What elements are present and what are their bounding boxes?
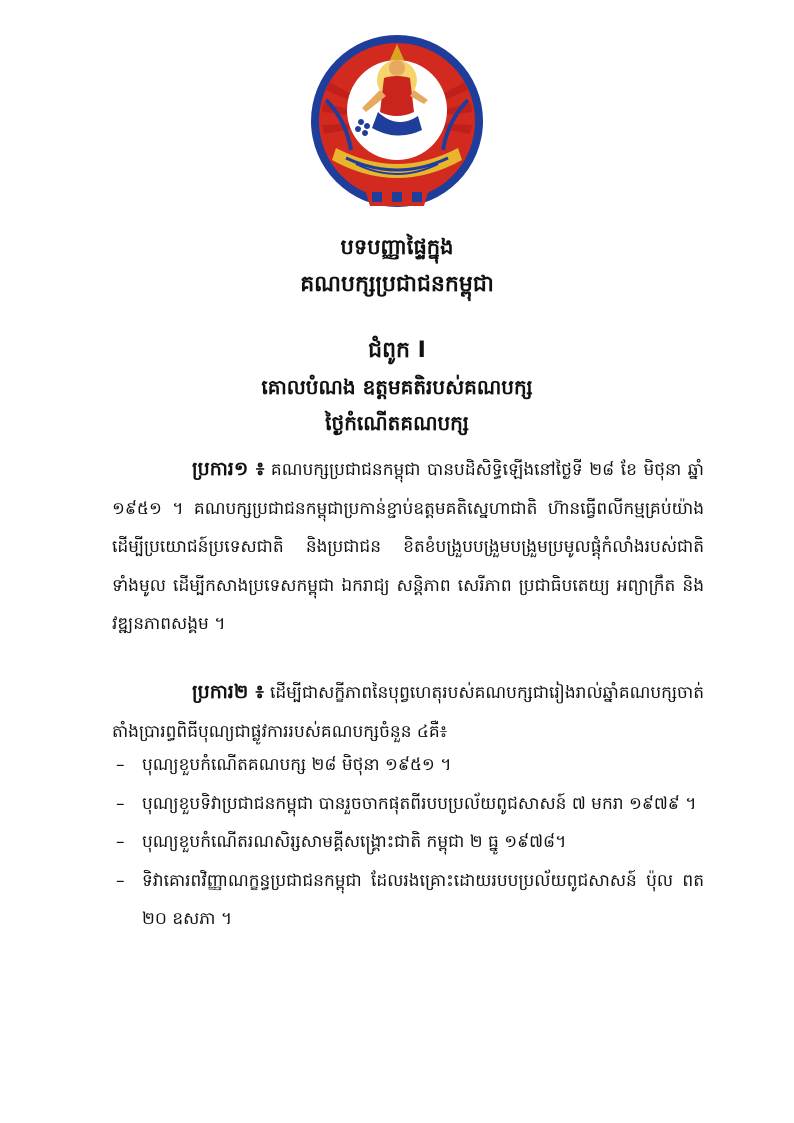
- list-item: [112, 746, 704, 785]
- document-title-line1: បទបញ្ញាផ្ទៃក្នុង: [340, 235, 454, 259]
- chapter-heading: ជំពូក I: [368, 338, 426, 363]
- cpp-emblem-icon: [306, 30, 488, 212]
- list-item-text: បុណ្យខួបកំណើតគណបក្ស ២៨ មិថុនា ១៩៥១ ។: [142, 755, 452, 775]
- document-title-line2: គណបក្សប្រជាជនកម្ពុជា: [300, 272, 494, 297]
- list-item-text: បុណ្យខួបទិវាប្រជាជនកម្ពុជា បានរួចចាកផុតពីរបបប្រល័យពូជសាសន៍ ៧ មករា ១៩៧៩ ។: [142, 793, 697, 814]
- chapter-title-line1: គោលបំណង ឧត្ដមគតិរបស់គណបក្ស: [261, 375, 533, 399]
- article-2-text: ដើម្បីជាសក្ខីភាពនៃបុព្វហេតុរបស់គណបក្សជារៀងរាល់ឆ្នាំគណបក្សចាត់តាំងប្រារព្ធពិធីបុណ្យជាផ្លូវការរបស់គណបក្សចំនួន ៤គឺ៖: [112, 683, 704, 742]
- ceremony-list: [112, 746, 704, 939]
- article-2: [112, 673, 704, 751]
- list-item-text: ទិវាគោរពវិញ្ញាណក្ខន្ធប្រជាជនកម្ពុជា ដែលរងគ្រោះដោយរបបប្រល័យពូជសាសន៍ ប៉ុល ពត ២០ ឧសភា ។: [142, 870, 704, 929]
- list-dash: –: [116, 793, 125, 814]
- party-emblem: [306, 30, 488, 212]
- list-dash: –: [116, 870, 125, 891]
- article-1-label: ប្រការ១ ៖: [192, 458, 265, 480]
- chapter-title-line2: ថ្ងៃកំណើតគណបក្ស: [325, 411, 469, 435]
- list-item: [112, 862, 704, 939]
- article-1-text: គណបក្សប្រជាជនកម្ពុជា បានបដិសិទ្ធិឡើងនៅថ្ងៃទី ២៨ ខែ មិថុនា ឆ្នាំ ១៩៥១ ។ គណបក្សប្រជាជនកម្ពុជាប្រកាន់ខ្ជាប់ឧត្តមគតិស្នេហាជាតិ ហ៊ានធ្វើពលីកម្មគ្រប់យ៉ាងដើម្បីប្រយោជន៍ប្រទេសជាតិ និងប្រជាជន ខិតខំបង្រួបបង្រួមបង្រួមប្រមូលផ្តុំកំលាំងរបស់ជាតិទាំងមូល ដើម្បីកសាងប្រទេសកម្ពុជា ឯករាជ្យ សន្តិភាព សេរីភាព ប្រជាធិបតេយ្យ អព្យាក្រឹត និងវឌ្ឍនភាពសង្គម ។: [112, 460, 704, 634]
- article-2-label: ប្រការ២ ៖: [192, 681, 264, 703]
- article-1: [112, 450, 704, 644]
- list-dash: –: [116, 832, 125, 852]
- list-item: [112, 785, 704, 824]
- list-item: [112, 823, 704, 862]
- list-dash: –: [116, 755, 125, 775]
- list-item-text: បុណ្យខួបកំណើតរណសិរ្សសាមគ្គីសង្គ្រោះជាតិ កម្ពុជា ២ ធ្នូ ១៩៧៨។: [142, 832, 567, 852]
